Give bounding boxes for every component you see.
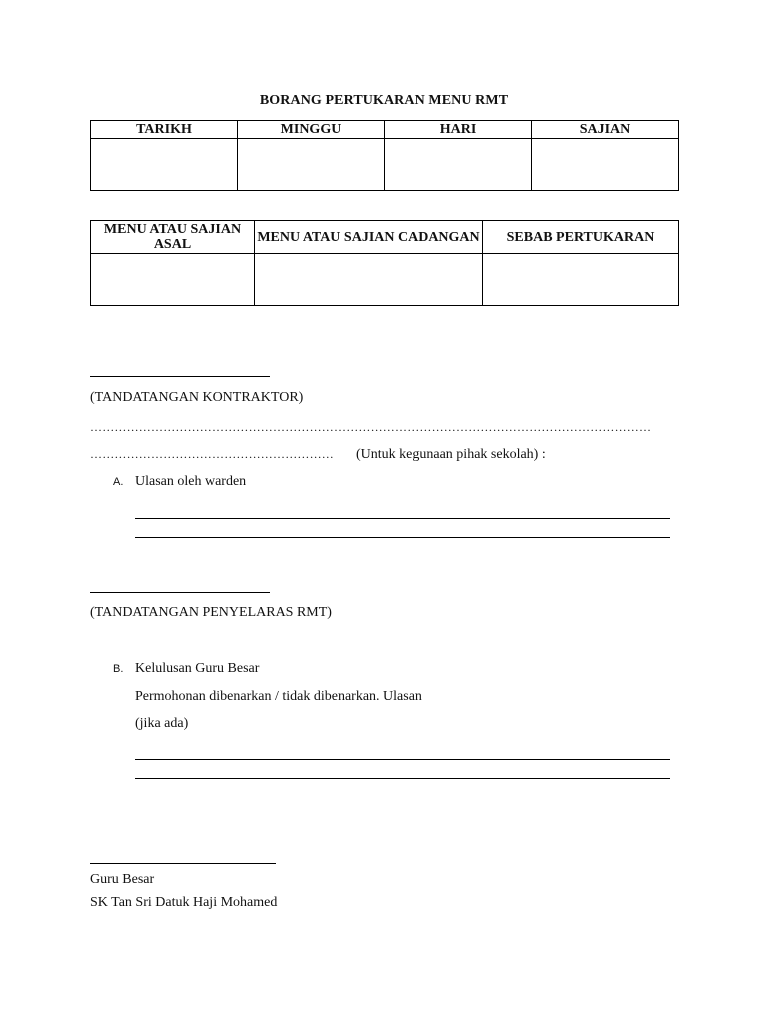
cell-minggu[interactable] xyxy=(238,139,385,191)
header-sajian: SAJIAN xyxy=(532,121,679,139)
headmaster-approval-label: Kelulusan Guru Besar xyxy=(135,661,260,676)
headmaster-title: Guru Besar xyxy=(90,872,155,887)
approval-statement: Permohonan dibenarkan / tidak dibenarkan. Ulasan xyxy=(135,689,422,704)
menu-change-table xyxy=(90,120,679,191)
header-hari: HARI xyxy=(385,121,532,139)
cell-sajian[interactable] xyxy=(532,139,679,191)
form-title: BORANG PERTUKARAN MENU RMT xyxy=(259,93,509,108)
header-proposed-menu: MENU ATAU SAJIAN CADANGAN xyxy=(255,221,483,254)
approval-note: (jika ada) xyxy=(135,716,189,731)
section-b-marker: B. xyxy=(113,663,124,675)
warden-review-line-1[interactable] xyxy=(135,518,670,519)
cell-tarikh[interactable] xyxy=(91,139,238,191)
contractor-signature-line[interactable] xyxy=(90,376,270,377)
coordinator-signature-line[interactable] xyxy=(90,592,270,593)
contractor-signature-label: (TANDATANGAN KONTRAKTOR) xyxy=(90,390,304,405)
warden-review-line-2[interactable] xyxy=(135,537,670,538)
cell-proposed-menu[interactable] xyxy=(255,254,483,306)
cell-hari[interactable] xyxy=(385,139,532,191)
header-original-menu: MENU ATAU SAJIAN ASAL xyxy=(91,221,255,254)
headmaster-review-line-2[interactable] xyxy=(135,778,670,779)
cell-original-menu[interactable] xyxy=(91,254,255,306)
dotted-lead: …………………………………………………… xyxy=(90,447,334,461)
section-a-marker: A. xyxy=(113,476,124,488)
dotted-separator: ………………………………………………………………………………………………………………………… xyxy=(90,420,652,434)
warden-review-label: Ulasan oleh warden xyxy=(135,474,247,489)
header-tarikh: TARIKH xyxy=(91,121,238,139)
header-change-reason: SEBAB PERTUKARAN xyxy=(483,221,679,254)
header-minggu: MINGGU xyxy=(238,121,385,139)
school-name: SK Tan Sri Datuk Haji Mohamed xyxy=(90,895,278,910)
cell-change-reason[interactable] xyxy=(483,254,679,306)
headmaster-signature-line[interactable] xyxy=(90,863,276,864)
school-use-label: (Untuk kegunaan pihak sekolah) : xyxy=(356,447,546,462)
menu-substitution-table xyxy=(90,220,679,306)
coordinator-signature-label: (TANDATANGAN PENYELARAS RMT) xyxy=(90,605,332,620)
headmaster-review-line-1[interactable] xyxy=(135,759,670,760)
